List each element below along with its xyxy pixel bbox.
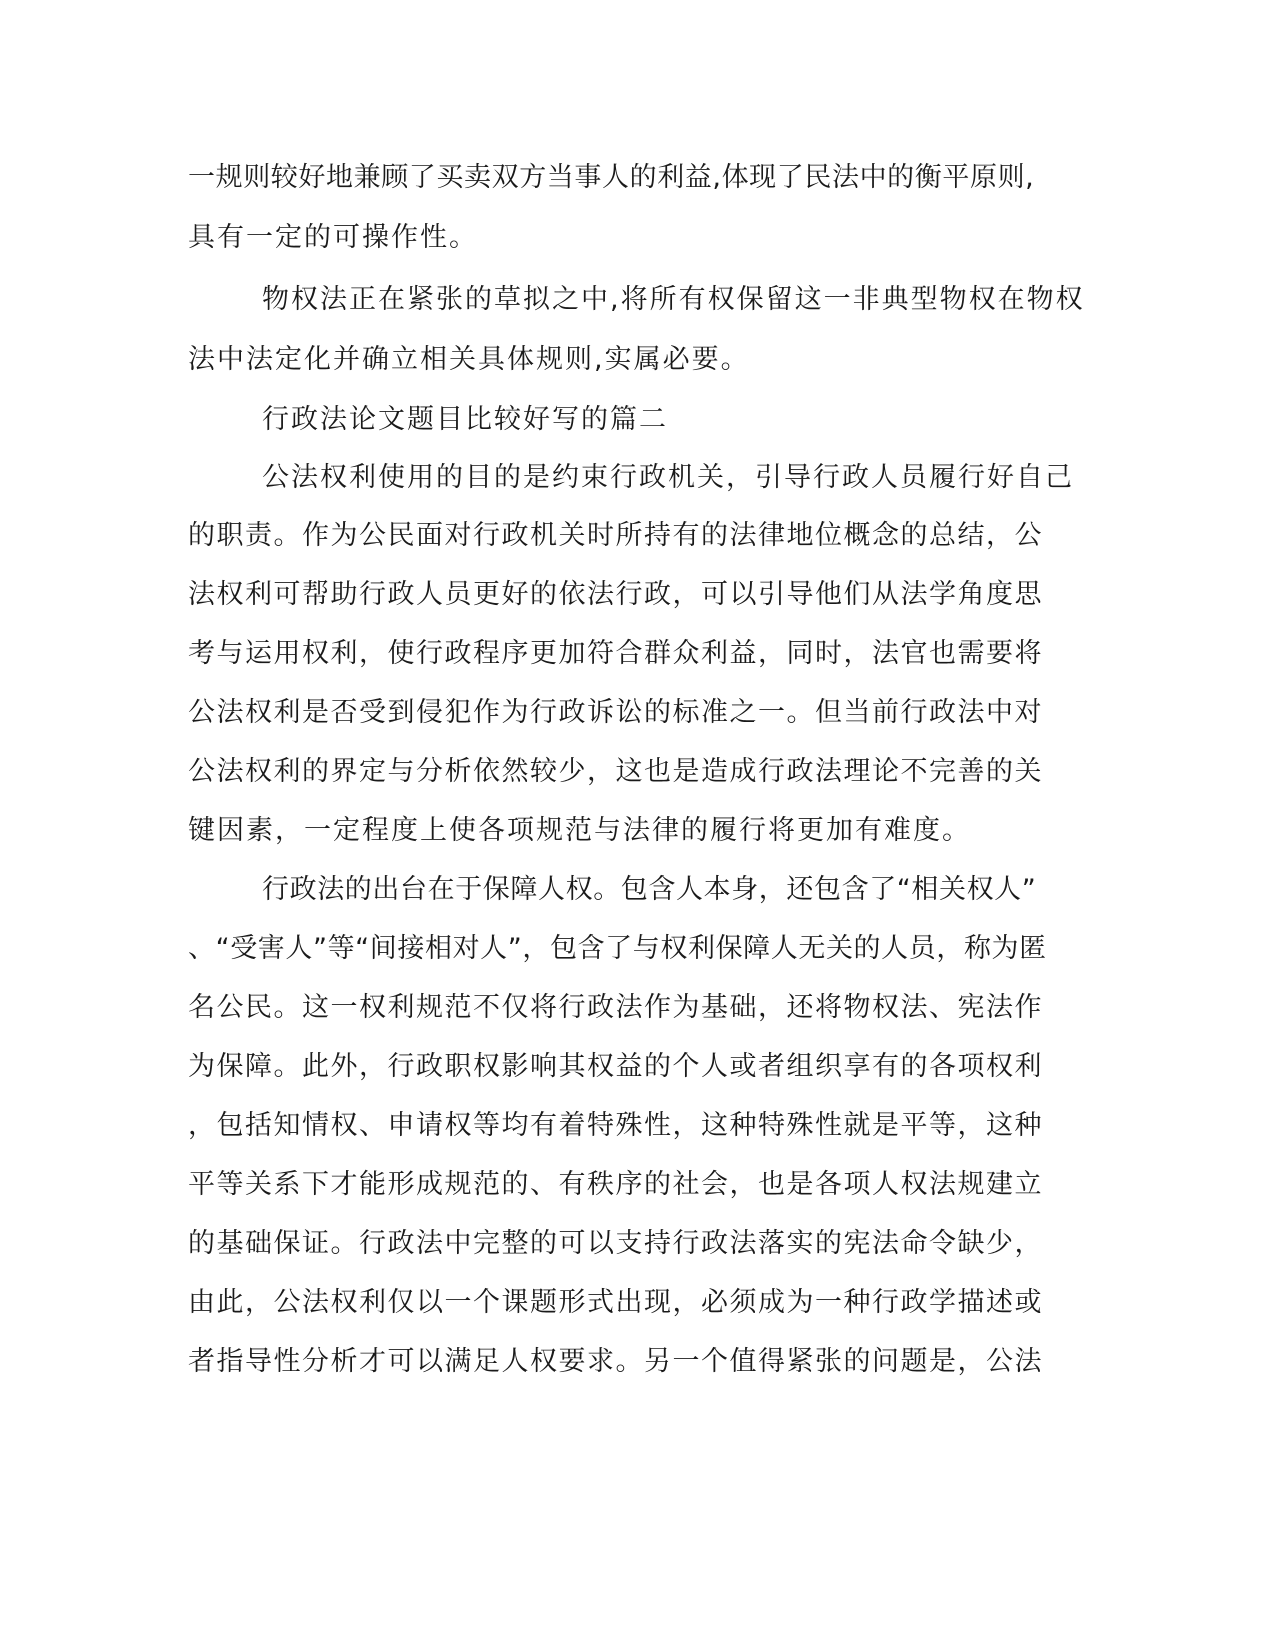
paragraph-start-line: 物权法正在紧张的草拟之中,将所有权保留这一非典型物权在物权 [262,284,1085,315]
section-heading: 行政法论文题目比较好写的篇二 [262,404,668,435]
body-text-line: 具有一定的可操作性。 [188,222,478,253]
body-text-line: 一规则较好地兼顾了买卖双方当事人的利益,体现了民法中的衡平原则, [188,162,1035,193]
body-text-line: 公法权利的界定与分析依然较少，这也是造成行政法理论不完善的关 [188,756,1043,787]
body-text-line: 的职责。作为公民面对行政机关时所持有的法律地位概念的总结，公 [188,520,1043,551]
paragraph-start-line: 公法权利使用的目的是约束行政机关，引导行政人员履行好自己 [262,462,1074,493]
body-text-line: 的基础保证。行政法中完整的可以支持行政法落实的宪法命令缺少， [188,1228,1043,1259]
body-text-line: 者指导性分析才可以满足人权要求。另一个值得紧张的问题是，公法 [188,1346,1043,1377]
body-text-line: 考与运用权利，使行政程序更加符合群众利益，同时，法官也需要将 [188,638,1043,669]
body-text-line: 名公民。这一权利规范不仅将行政法作为基础，还将物权法、宪法作 [188,992,1043,1023]
body-text-line: 法权利可帮助行政人员更好的依法行政，可以引导他们从法学角度思 [188,579,1043,610]
body-text-line: 法中法定化并确立相关具体规则,实属必要。 [188,344,750,375]
body-text-line: ，包括知情权、申请权等均有着特殊性，这种特殊性就是平等，这种 [188,1110,1043,1141]
body-text-line: 平等关系下才能形成规范的、有秩序的社会，也是各项人权法规建立 [188,1169,1043,1200]
body-text-line: 为保障。此外，行政职权影响其权益的个人或者组织享有的各项权利 [188,1051,1043,1082]
body-text-line: 、“受害人”等“间接相对人”，包含了与权利保障人无关的人员，称为匿 [188,933,1047,964]
body-text-line: 公法权利是否受到侵犯作为行政诉讼的标准之一。但当前行政法中对 [188,697,1043,728]
body-text-line: 键因素，一定程度上使各项规范与法律的履行将更加有难度。 [188,815,971,846]
paragraph-start-line: 行政法的出台在于保障人权。包含人本身，还包含了“相关权人” [262,874,1037,905]
body-text-line: 由此，公法权利仅以一个课题形式出现，必须成为一种行政学描述或 [188,1287,1043,1318]
